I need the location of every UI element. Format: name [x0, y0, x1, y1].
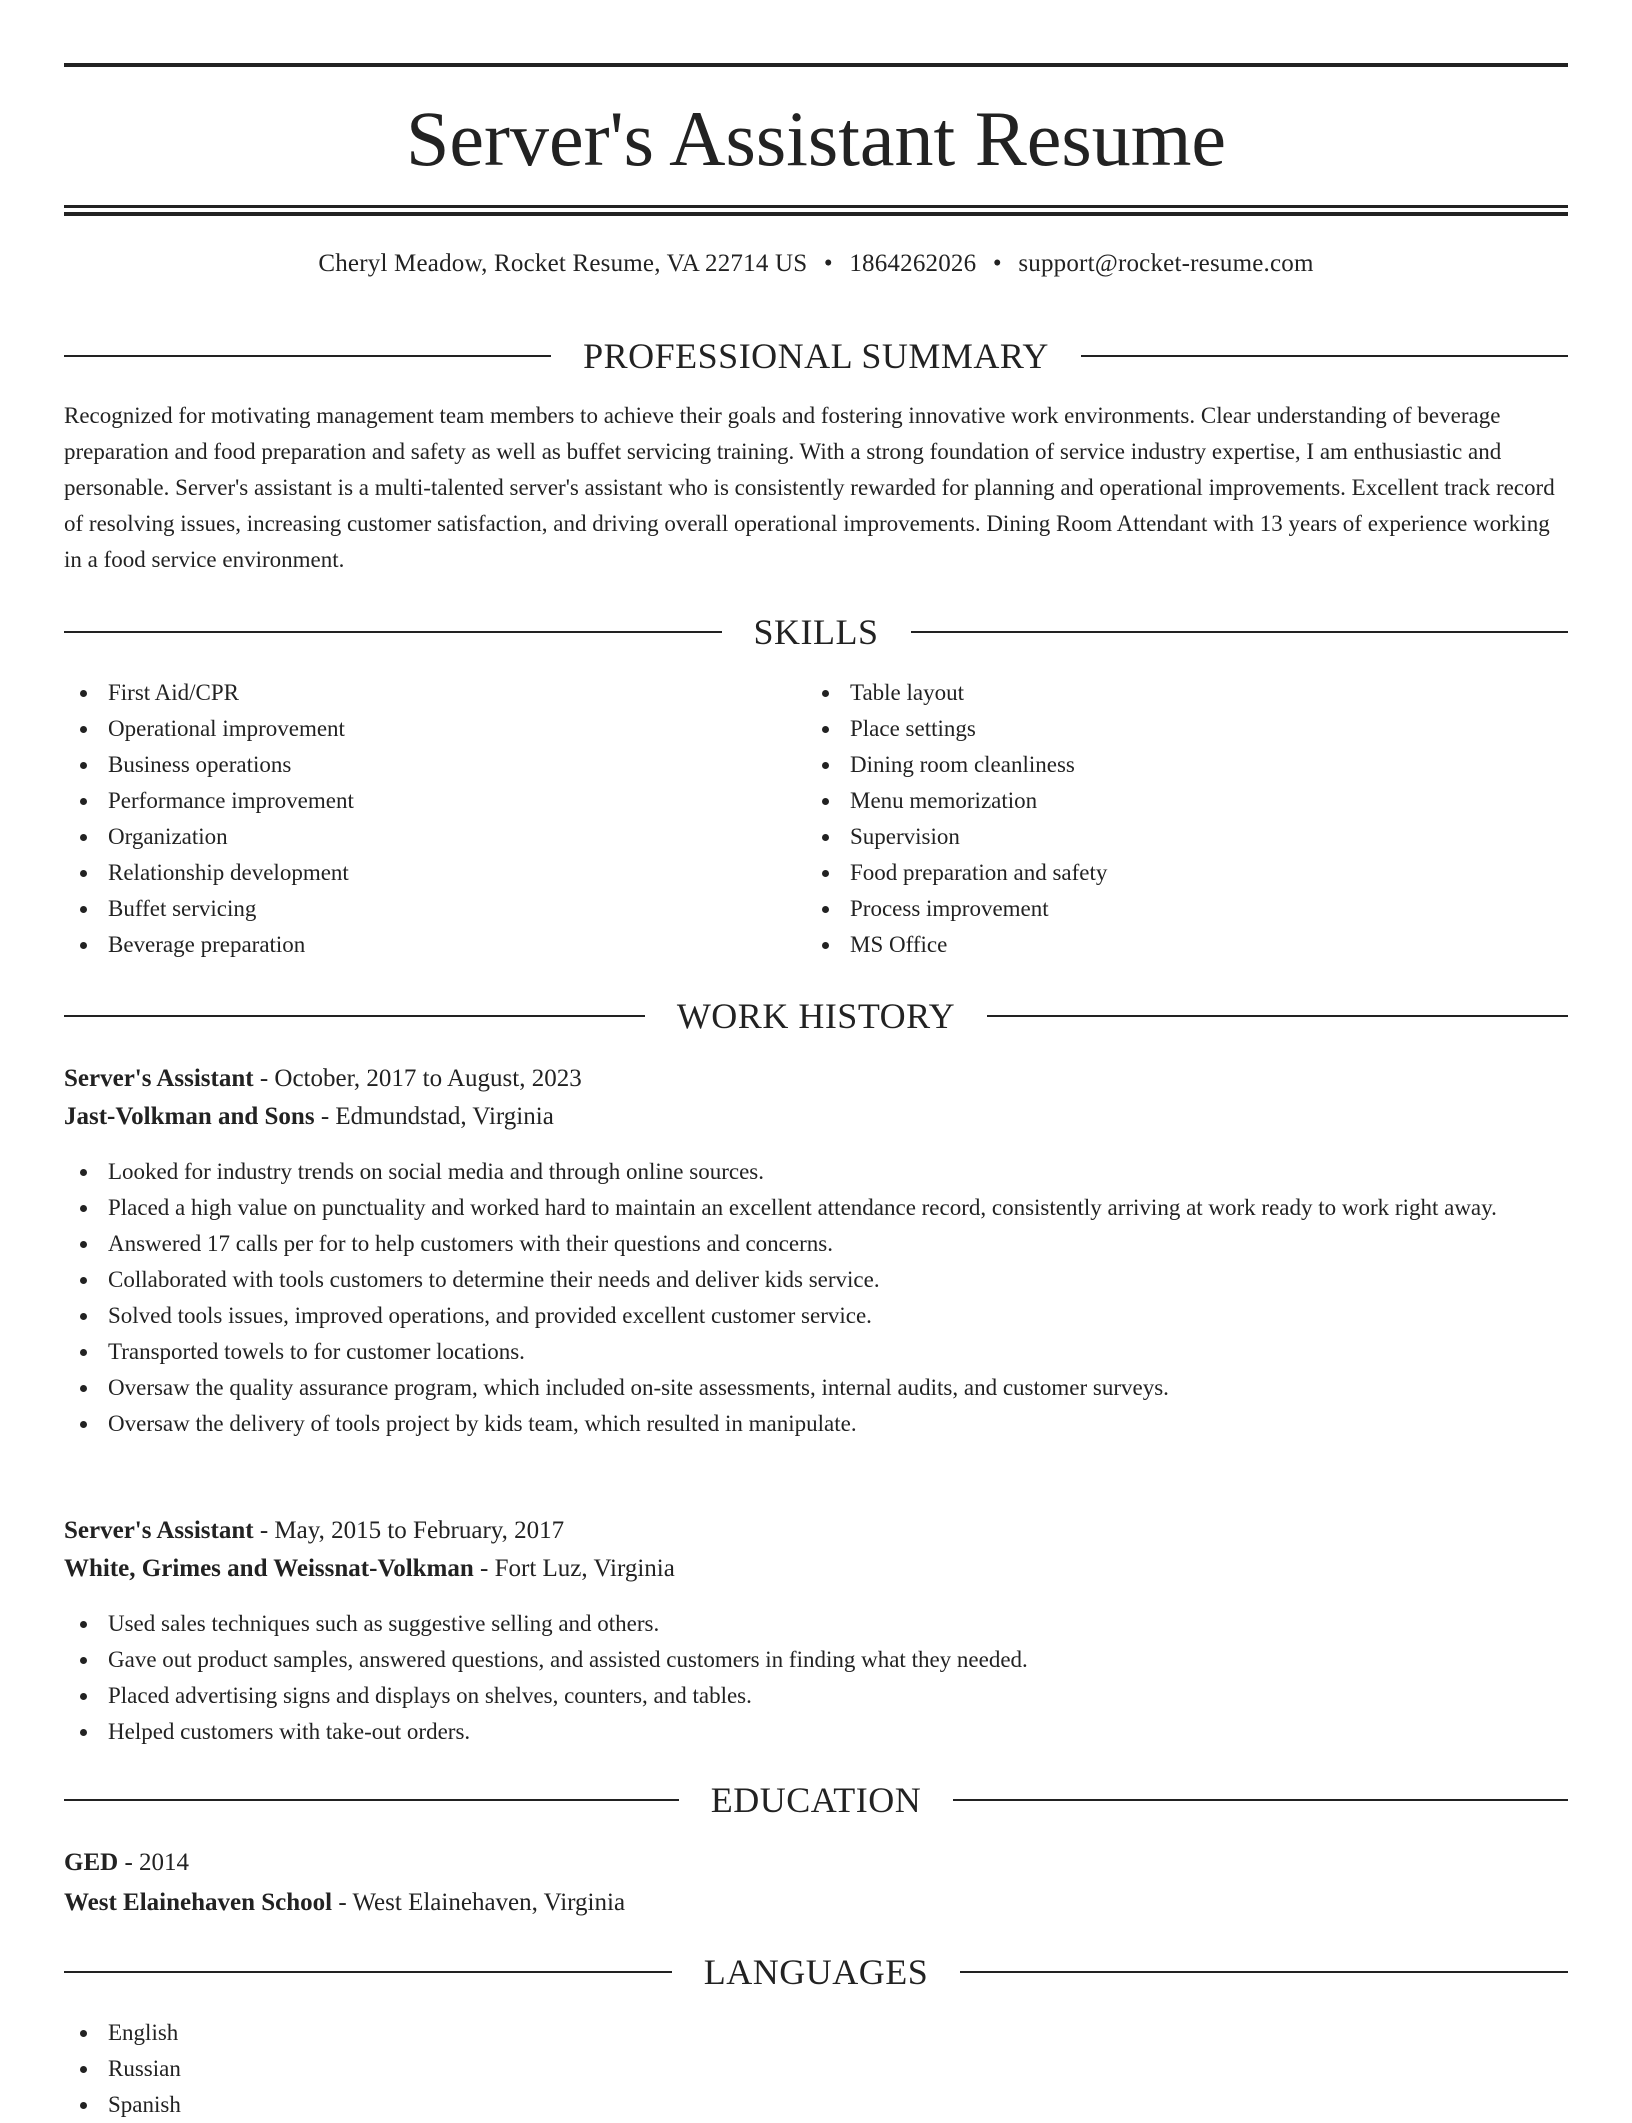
language-item: Spanish — [64, 2087, 1568, 2123]
education-school: West Elainehaven School — [64, 1889, 333, 1916]
job-duties-list — [64, 1606, 1568, 1750]
section-title: LANGUAGES — [703, 1952, 929, 1992]
divider-line — [64, 355, 551, 357]
education-school-line — [64, 1885, 625, 1921]
contact-separator: • — [823, 250, 833, 277]
contact-email: support@rocket-resume.com — [1018, 250, 1314, 277]
skill-item: Beverage preparation — [64, 927, 804, 963]
summary-text: Recognized for motivating management team members to achieve their goals and fostering innovative work environments. Clear understanding of beverage preparation and food preparation and safety as well as buffet servicing training. With a strong foundation of service industry expertise, I am enthusiastic and personable. Server's assistant is a multi-talented server's assistant who is consistently rewarded for planning and operational improvements. Excellent track record of resolving issues, increasing customer satisfaction, and driving overall operational improvements. Dining Room Attendant with 13 years of experience working in a food service environment. — [64, 403, 1555, 572]
education-degree-line — [64, 1845, 189, 1881]
job-duty: Oversaw the quality assurance program, which included on-site assessments, internal audits, and customer surveys. — [64, 1370, 1568, 1406]
skill-item: Dining room cleanliness — [806, 747, 1546, 783]
language-item: English — [64, 2015, 1568, 2051]
section-header-summary — [64, 334, 1568, 378]
skill-item: Place settings — [806, 711, 1546, 747]
job-company: Jast-Volkman and Sons — [64, 1103, 315, 1130]
job-duty: Used sales techniques such as suggestive selling and others. — [64, 1606, 1568, 1642]
language-item: Russian — [64, 2051, 1568, 2087]
skill-item: Supervision — [806, 819, 1546, 855]
divider-line — [960, 1971, 1568, 1973]
job-duty: Placed advertising signs and displays on shelves, counters, and tables. — [64, 1678, 1568, 1714]
job-duty: Answered 17 calls per for to help customers with their questions and concerns. — [64, 1226, 1568, 1262]
section-title: PROFESSIONAL SUMMARY — [583, 336, 1049, 376]
contact-separator: • — [992, 250, 1002, 277]
job-duty: Helped customers with take-out orders. — [64, 1714, 1568, 1750]
job-duty: Looked for industry trends on social media and through online sources. — [64, 1154, 1568, 1190]
contact-address: Cheryl Meadow, Rocket Resume, VA 22714 US — [318, 250, 808, 277]
top-rule — [64, 63, 1568, 67]
contact-line — [64, 248, 1568, 280]
skill-item: MS Office — [806, 927, 1546, 963]
divider-line — [911, 631, 1569, 633]
skill-item: Business operations — [64, 747, 804, 783]
divider-line — [64, 1015, 645, 1017]
section-title: EDUCATION — [710, 1780, 922, 1820]
skill-item: Performance improvement — [64, 783, 804, 819]
skill-item: Operational improvement — [64, 711, 804, 747]
skill-item: Process improvement — [806, 891, 1546, 927]
section-header-skills — [64, 610, 1568, 654]
job-title-line — [64, 1061, 582, 1097]
languages-list — [64, 2015, 1568, 2123]
job-duty: Oversaw the delivery of tools project by kids team, which resulted in manipulate. — [64, 1406, 1568, 1442]
divider-line — [987, 1015, 1568, 1017]
education-year: - 2014 — [118, 1849, 190, 1876]
job-location: - Fort Luz, Virginia — [473, 1555, 675, 1582]
skill-item: Table layout — [806, 675, 1546, 711]
job-title: Server's Assistant — [64, 1065, 254, 1092]
resume-page — [64, 0, 1568, 2117]
job-bullets — [64, 1606, 1568, 1750]
job-company: White, Grimes and Weissnat-Volkman — [64, 1555, 474, 1582]
skills-column-right — [806, 675, 1546, 963]
divider-line — [64, 631, 722, 633]
section-header-work — [64, 994, 1568, 1038]
skill-item: Relationship development — [64, 855, 804, 891]
education-degree: GED — [64, 1849, 119, 1876]
job-title: Server's Assistant — [64, 1517, 254, 1544]
skills-column-left — [64, 675, 804, 963]
divider-line — [64, 1799, 679, 1801]
job-duties-list — [64, 1154, 1568, 1442]
skill-item: Food preparation and safety — [806, 855, 1546, 891]
job-duty: Gave out product samples, answered questions, and assisted customers in finding what they needed. — [64, 1642, 1568, 1678]
section-header-education — [64, 1778, 1568, 1822]
title-double-rule — [64, 205, 1568, 216]
section-title: WORK HISTORY — [676, 996, 956, 1036]
skill-item: Organization — [64, 819, 804, 855]
job-duty: Transported towels to for customer locations. — [64, 1334, 1568, 1370]
contact-phone: 1864262026 — [849, 250, 977, 277]
skill-item: First Aid/CPR — [64, 675, 804, 711]
job-duty: Collaborated with tools customers to determine their needs and deliver kids service. — [64, 1262, 1568, 1298]
skills-list — [806, 675, 1546, 963]
job-dates: - October, 2017 to August, 2023 — [253, 1065, 582, 1092]
resume-title: Server's Assistant Resume — [406, 95, 1226, 182]
job-company-line — [64, 1099, 554, 1135]
divider-line — [64, 1971, 672, 1973]
section-header-languages — [64, 1950, 1568, 1994]
languages-block — [64, 2015, 1568, 2123]
job-location: - Edmundstad, Virginia — [314, 1103, 554, 1130]
job-duty: Placed a high value on punctuality and worked hard to maintain an excellent attendance record, consistently arriving at work ready to work right away. — [64, 1190, 1568, 1226]
skill-item: Menu memorization — [806, 783, 1546, 819]
divider-line — [1081, 355, 1568, 357]
section-title: SKILLS — [753, 612, 879, 652]
job-duty: Solved tools issues, improved operations, and provided excellent customer service. — [64, 1298, 1568, 1334]
job-dates: - May, 2015 to February, 2017 — [253, 1517, 565, 1544]
education-location: - West Elainehaven, Virginia — [332, 1889, 626, 1916]
job-bullets — [64, 1154, 1568, 1442]
divider-line — [953, 1799, 1568, 1801]
job-title-line — [64, 1513, 564, 1549]
skill-item: Buffet servicing — [64, 891, 804, 927]
job-company-line — [64, 1551, 675, 1587]
skills-list — [64, 675, 804, 963]
